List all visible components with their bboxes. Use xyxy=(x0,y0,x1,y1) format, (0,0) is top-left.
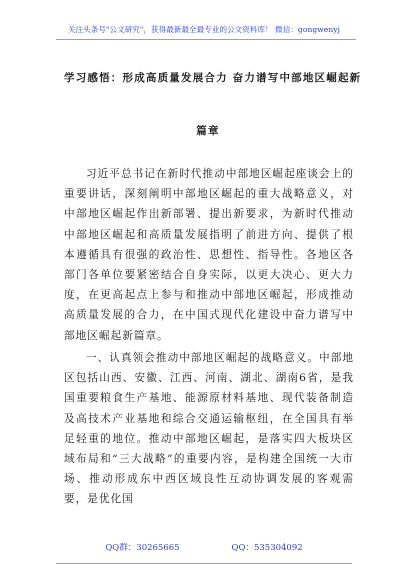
header-divider xyxy=(56,39,356,40)
document-title: 学习感悟：形成高质量发展合力 奋力谱写中部地区崛起新 xyxy=(64,72,362,84)
header-banner: 关注头条号"公文研究"，获得最新最全最专业的公文资料库！ 微信：gongwenyj xyxy=(67,25,341,34)
footer-qq: QQ：535304092 xyxy=(231,543,303,553)
body-paragraph xyxy=(64,348,354,510)
document-title-continued: 篇章 xyxy=(196,125,220,137)
footer-qq-group: QQ群：30265665 xyxy=(105,543,180,553)
paragraph-text: 一、认真领会推动中部地区崛起的战略意义。中部地区包括山西、安徽、江西、河南、湖北、湖南6省，是我国重要粮食生产基地、能源原材料基地、现代装备制造及高技术产业基地和综合交通运输枢纽，在全国具有举足轻重的地位。推动中部地区崛起，是落实四大板块区域布局和“三大战略”的重要内容，是构建全国统一大市场、推动形成东中西区域良性互动协调发展的客观需要，是优化国 xyxy=(64,352,354,506)
paragraph-text: 习近平总书记在新时代推动中部地区崛起座谈会上的重要讲话，深刻阐明中部地区崛起的重大战略意义，对中部地区崛起作出新部署、提出新要求，为新时代推动中部地区崛起和高质量发展指明了前进方向、提供了根本遵循具有很强的政治性、思想性、指导性。各地区各部门各单位要紧密结合自身实际，以更大决心、更大力度，在更高起点上参与和推动中部地区崛起，形成推动高质量发展的合力，在中国式现代化建设中奋力谱写中部地区崛起新篇章。 xyxy=(64,168,354,342)
footer-divider xyxy=(56,563,352,564)
footer-contact xyxy=(0,541,408,553)
body-paragraph xyxy=(64,164,354,346)
